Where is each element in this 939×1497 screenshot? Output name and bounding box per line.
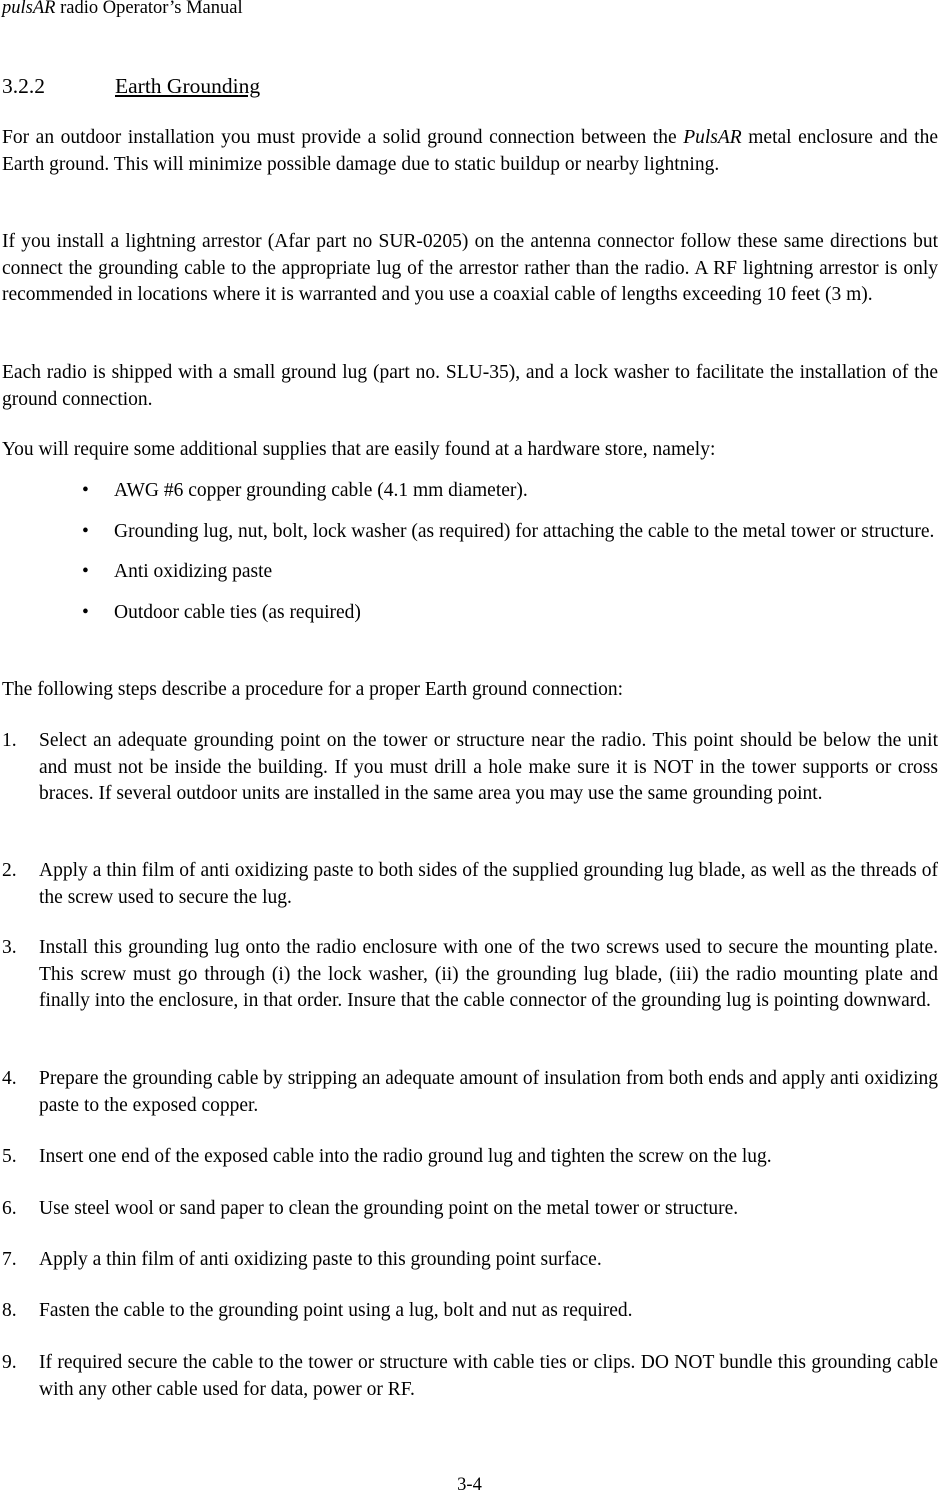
procedure-step: [2, 1144, 938, 1171]
procedure-step: [2, 858, 938, 911]
step-number: 5.: [2, 1146, 17, 1167]
list-item: [2, 478, 938, 505]
step-text: If required secure the cable to the tower or structure with cable ties or clips. DO NOT bundle this grounding cable with any other cable used for data, power or RF.: [39, 1352, 938, 1400]
step-number: 4.: [2, 1068, 17, 1089]
list-item-text: Outdoor cable ties (as required): [114, 601, 361, 623]
procedure-step: [2, 935, 938, 1015]
procedure-step: [2, 1350, 938, 1403]
step-number: 7.: [2, 1249, 17, 1270]
section-heading: [2, 72, 260, 100]
step-number: 3.: [2, 937, 17, 958]
list-item-text: Anti oxidizing paste: [114, 561, 273, 582]
step-text: Insert one end of the exposed cable into the radio ground lug and tighten the screw on the lug.: [39, 1146, 772, 1167]
procedure-intro: The following steps describe a procedure for a proper Earth ground connection:: [2, 679, 624, 700]
procedure-step: [2, 1196, 938, 1223]
step-text: Apply a thin film of anti oxidizing paste to both sides of the supplied grounding lug blade, as well as the threads of the screw used to secure the lug.: [39, 860, 938, 908]
running-header: [2, 0, 243, 20]
procedure-step: [2, 1298, 938, 1325]
section-number: 3.2.2: [2, 74, 45, 98]
procedure-step: [2, 1247, 938, 1274]
intro-paragraph: [2, 125, 938, 178]
bullet-icon: •: [82, 520, 89, 542]
bullet-icon: •: [82, 480, 89, 501]
supplies-intro: You will require some additional supplies that are easily found at a hardware store, namely:: [2, 439, 716, 460]
bullet-icon: •: [82, 561, 89, 582]
procedure-step: [2, 728, 938, 808]
ground-lug-paragraph: Each radio is shipped with a small ground lug (part no. SLU-35), and a lock washer to facilitate the installation of the ground connection.: [2, 362, 938, 410]
step-text: Select an adequate grounding point on the tower or structure near the radio. This point should be below the unit and must not be inside the building. If you must drill a hole make sure it is NOT in the tower supports or cross braces. If several outdoor units are installed in the same area you may use the same grounding point.: [39, 730, 938, 804]
product-name: PulsAR: [683, 127, 742, 148]
step-number: 2.: [2, 860, 17, 881]
step-text: Apply a thin film of anti oxidizing paste to this grounding point surface.: [39, 1249, 602, 1270]
step-text: Fasten the cable to the grounding point using a lug, bolt and nut as required.: [39, 1300, 633, 1321]
list-item: [2, 600, 938, 627]
list-item-text: Grounding lug, nut, bolt, lock washer (as required) for attaching the cable to the metal tower or structure.: [114, 520, 935, 542]
step-text: Prepare the grounding cable by stripping an adequate amount of insulation from both ends and apply anti oxidizing paste to the exposed copper.: [39, 1068, 938, 1116]
manual-brand: pulsAR: [2, 0, 56, 18]
step-text: Install this grounding lug onto the radio enclosure with one of the two screws used to secure the mounting plate. This screw must go through (i) the lock washer, (ii) the grounding lug blade, (iii) the radio mounting plate and finally into the enclosure, in that order. Insure that the cable connector of the grounding lug is pointing downward.: [39, 937, 938, 1011]
step-number: 9.: [2, 1352, 17, 1373]
step-number: 8.: [2, 1300, 17, 1321]
supplies-list: [2, 478, 938, 640]
intro-text-end: metal enclosure and the Earth ground. This will minimize possible damage due to static buildup or nearby lightning.: [2, 127, 938, 175]
page-number: 3-4: [457, 1475, 482, 1495]
intro-text-start: For an outdoor installation you must provide a solid ground connection between the: [2, 127, 684, 148]
step-number: 1.: [2, 730, 17, 751]
list-item: [2, 559, 938, 586]
section-title: Earth Grounding: [115, 74, 261, 98]
bullet-icon: •: [82, 601, 89, 623]
list-item-text: AWG #6 copper grounding cable (4.1 mm diameter).: [114, 480, 528, 501]
procedure-step: [2, 1066, 938, 1119]
manual-title: radio Operator’s Manual: [55, 0, 243, 18]
step-text: Use steel wool or sand paper to clean the grounding point on the metal tower or structure.: [39, 1198, 739, 1219]
arrestor-paragraph: If you install a lightning arrestor (Afar part no SUR-0205) on the antenna connector follow these same directions but connect the grounding cable to the appropriate lug of the arrestor rather than the radio. A RF lightning arrestor is only recommended in locations where it is warranted and you use a coaxial cable of lengths exceeding 10 feet (3 m).: [2, 231, 938, 305]
list-item: [2, 519, 938, 546]
step-number: 6.: [2, 1198, 17, 1219]
